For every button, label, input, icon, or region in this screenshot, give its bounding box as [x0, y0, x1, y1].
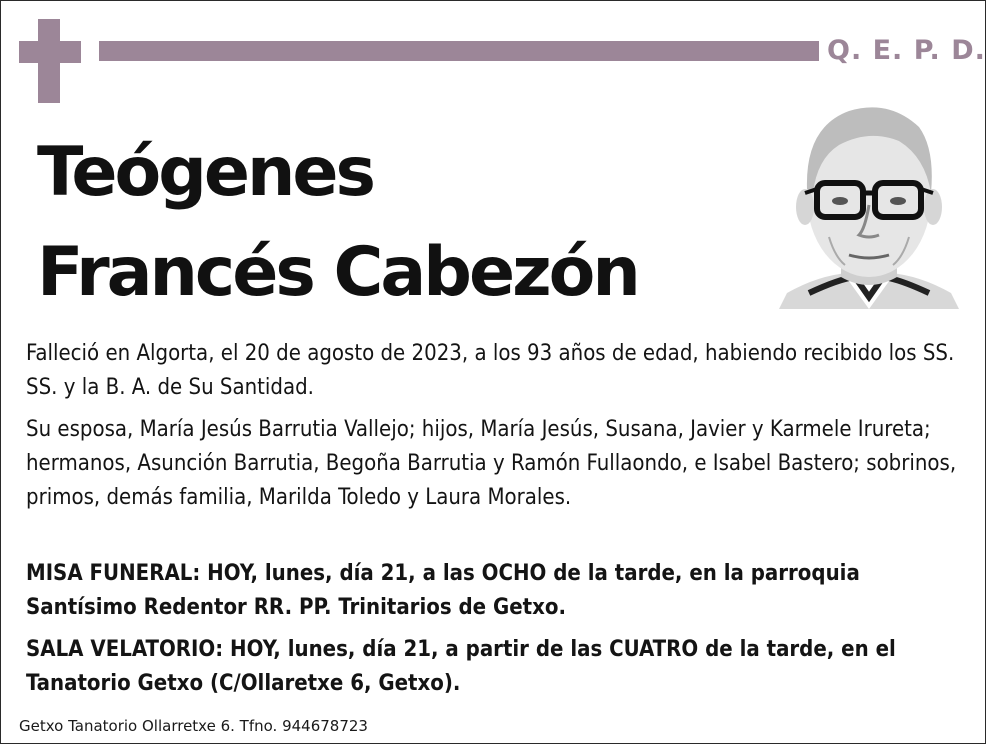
funeral-home-footer: Getxo Tanatorio Ollarretxe 6. Tfno. 944678723 [19, 717, 368, 735]
death-announcement-paragraph: Falleció en Algorta, el 20 de agosto de 2023, a los 93 años de edad, habiendo recibido los SS. SS. y la B. A. de Su Santidad. [26, 341, 955, 400]
deceased-surnames: Francés Cabezón [37, 233, 638, 312]
wake-room-paragraph: SALA VELATORIO: HOY, lunes, día 21, a partir de las CUATRO de la tarde, en el Tanatorio Getxo (C/Ollaretxe 6, Getxo). [26, 637, 896, 696]
deceased-first-name: Teógenes [37, 133, 373, 212]
deceased-portrait [779, 97, 959, 309]
funeral-mass-paragraph: MISA FUNERAL: HOY, lunes, día 21, a las OCHO de la tarde, en la parroquia Santísimo Redentor RR. PP. Trinitarios de Getxo. [26, 561, 860, 620]
qepd-label: Q. E. P. D. [827, 35, 986, 66]
cross-icon [19, 19, 81, 103]
family-paragraph: Su esposa, María Jesús Barrutia Vallejo; hijos, María Jesús, Susana, Javier y Karmele Irureta; hermanos, Asunción Barrutia, Begoña Barrutia y Ramón Fullaondo, e Isabel Bastero; sobrinos, primos, demás familia, Marilda Toledo y Laura Morales. [26, 417, 957, 510]
header-rule [99, 41, 819, 61]
